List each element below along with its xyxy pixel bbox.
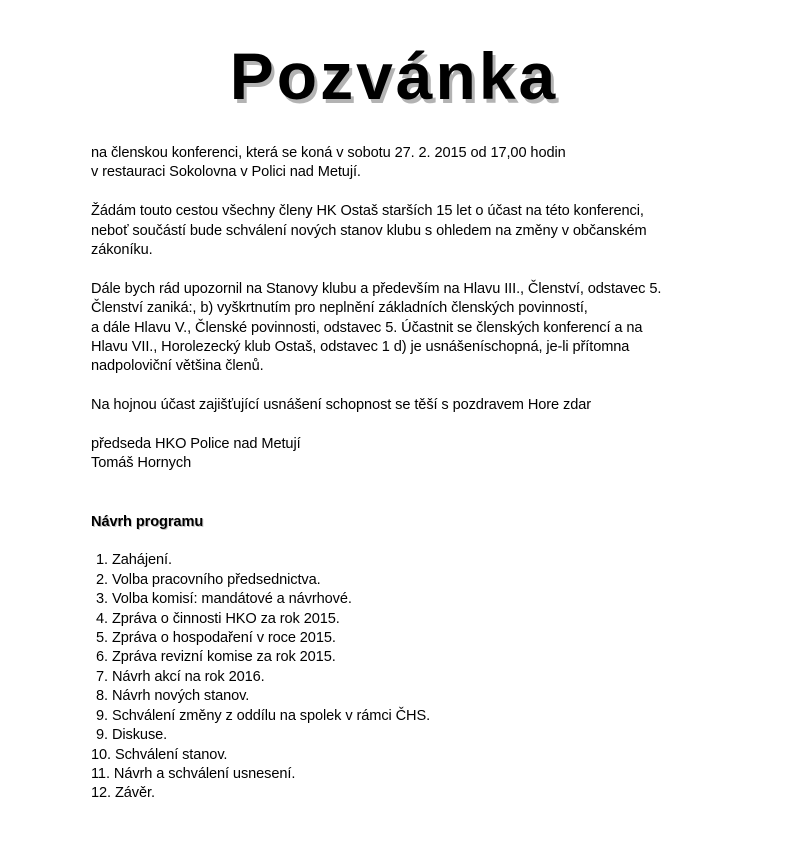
program-item-number: 9.	[96, 727, 108, 744]
program-item	[91, 726, 711, 745]
signature-name: Tomáš Hornych	[91, 455, 192, 472]
program-item-text: Návrh a schválení usnesení.	[113, 765, 296, 782]
program-item	[91, 648, 711, 667]
program-item-text: Zpráva revizní komise za rok 2015.	[111, 649, 336, 666]
program-item-text: Schválení stanov.	[114, 746, 228, 763]
program-heading: Návrh programu	[91, 513, 204, 530]
program-item-number: 3.	[96, 591, 108, 608]
program-item-number: 4.	[96, 610, 108, 627]
program-item	[91, 668, 711, 687]
program-item-number: 11.	[91, 765, 110, 782]
program-item-number: 10.	[91, 746, 111, 763]
program-item	[91, 687, 711, 706]
signature-role: předseda HKO Police nad Metují	[91, 436, 301, 453]
intro-line: na členskou konferenci, která se koná v sobotu 27. 2. 2015 od 17,00 hodin	[91, 145, 566, 161]
notice-paragraph	[91, 280, 711, 377]
document-title: Pozvánka	[229, 39, 559, 113]
notice-line: Hlavu VII., Horolezecký klub Ostaš, odstavec 1 d) je usnášeníschopná, je-li přítomna	[91, 339, 630, 356]
program-item-text: Závěr.	[114, 785, 155, 802]
program-item-text: Volba komisí: mandátové a návrhové.	[111, 591, 352, 608]
program-item	[91, 765, 711, 784]
program-item	[91, 610, 711, 629]
signature-block	[91, 435, 711, 474]
program-item-text: Schválení změny z oddílu na spolek v rámci ČHS.	[111, 707, 431, 724]
program-item-text: Zpráva o hospodaření v roce 2015.	[111, 630, 336, 647]
program-item	[91, 629, 711, 648]
intro-line: v restauraci Sokolovna v Polici nad Metují.	[91, 164, 361, 181]
program-item-number: 6.	[96, 649, 108, 666]
program-item	[91, 571, 711, 590]
program-item-text: Diskuse.	[111, 727, 168, 744]
program-item-number: 7.	[96, 668, 108, 685]
program-list	[91, 551, 711, 803]
program-item-number: 1.	[96, 552, 108, 569]
intro-paragraph	[91, 144, 711, 183]
notice-line: nadpoloviční většina členů.	[91, 358, 264, 375]
program-item	[91, 784, 711, 803]
program-item-number: 5.	[96, 630, 108, 647]
closing-line: Na hojnou účast zajišťující usnášení schopnost se těší s pozdravem Hore zdar	[91, 397, 591, 414]
closing-paragraph	[91, 396, 711, 415]
program-item	[91, 707, 711, 726]
program-item	[91, 551, 711, 570]
document-body	[91, 144, 711, 804]
program-item-number: 9.	[96, 707, 108, 724]
program-item-text: Volba pracovního předsednictva.	[111, 571, 321, 588]
request-line: Žádám touto cestou všechny členy HK Ostaš starších 15 let o účast na této konferenci,	[91, 203, 644, 220]
program-item-number: 12.	[91, 785, 111, 802]
program-item	[91, 746, 711, 765]
request-line: neboť součástí bude schválení nových stanov klubu s ohledem na změny v občanském	[91, 222, 647, 239]
program-item-text: Návrh nových stanov.	[111, 688, 250, 705]
notice-line: a dále Hlavu V., Členské povinnosti, odstavec 5. Účastnit se členských konferencí a na	[91, 319, 643, 336]
program-item-text: Zahájení.	[111, 552, 172, 569]
program-item-text: Návrh akcí na rok 2016.	[111, 668, 265, 685]
notice-line: Dále bych rád upozornil na Stanovy klubu a především na Hlavu III., Členství, odstavec 5.	[91, 280, 662, 297]
request-line: zákoníku.	[91, 242, 153, 259]
program-item-text: Zpráva o činnosti HKO za rok 2015.	[111, 610, 340, 627]
notice-line: Členství zaniká:, b) vyškrtnutím pro neplnění základních členských povinností,	[91, 300, 588, 317]
program-item	[91, 590, 711, 609]
program-item-number: 2.	[96, 571, 108, 588]
program-item-number: 8.	[96, 688, 108, 705]
request-paragraph	[91, 202, 711, 260]
